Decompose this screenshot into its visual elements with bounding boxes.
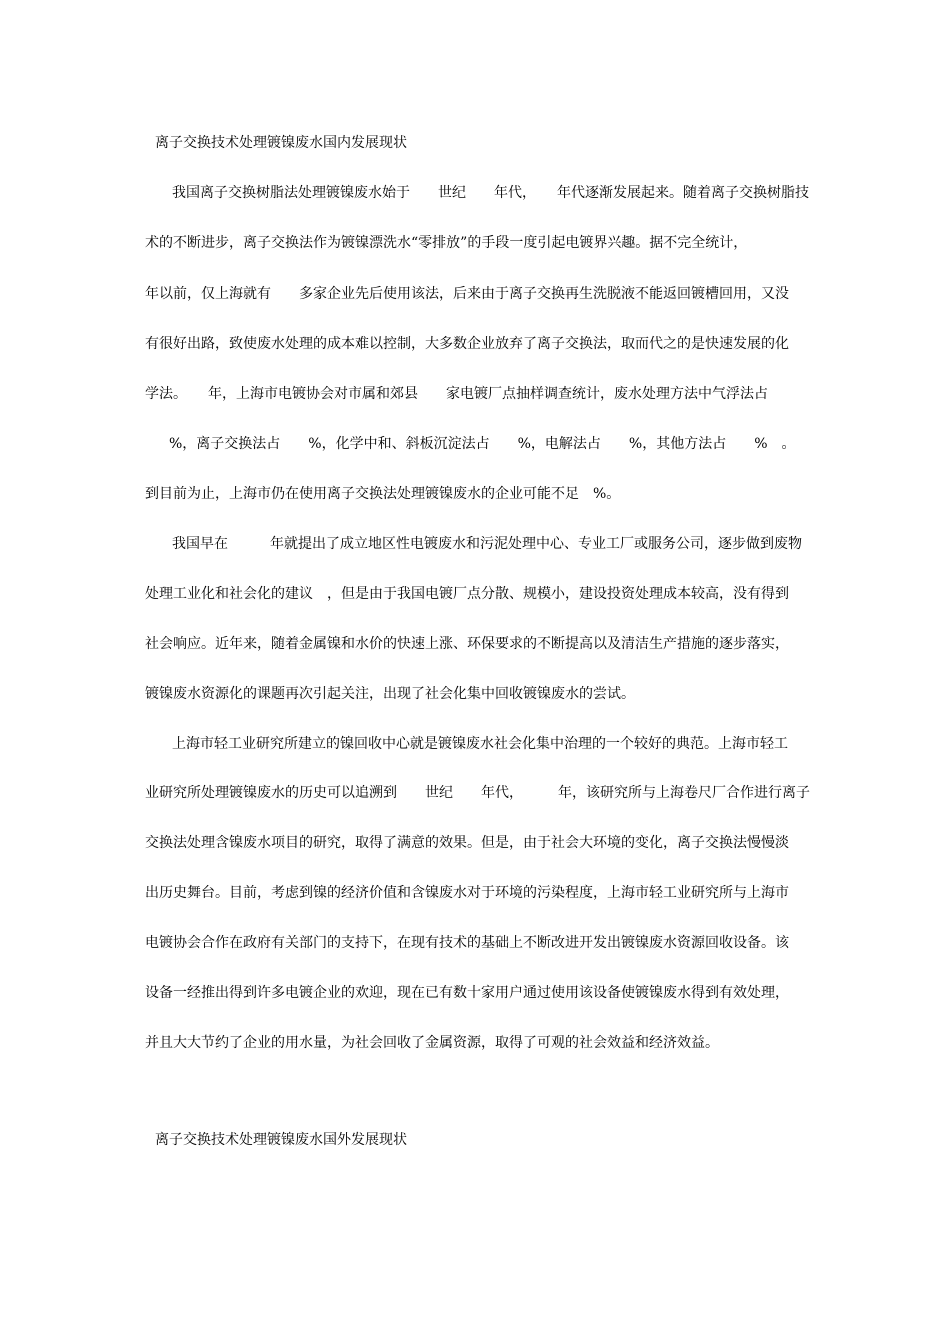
paragraph-line: 术的不断进步，离子交换法作为镀镍漂洗水“零排放”的手段一度引起电镀界兴趣。据不完全统计， [145,235,748,251]
paragraph-line: 并且大大节约了企业的用水量，为社会回收了金属资源，取得了可观的社会效益和经济效益。 [145,1035,719,1051]
paragraph-line: 业研究所处理镀镍废水的历史可以追溯到 世纪 年代， 年，该研究所与上海卷尺厂合作进行离子 [145,785,810,801]
paragraph-line: 学法。 年，上海市电镀协会对市属和郊县 家电镀厂点抽样调查统计，废水处理方法中气浮法占 [145,386,768,402]
paragraph-line: 上海市轻工业研究所建立的镍回收中心就是镀镍废水社会化集中治理的一个较好的典范。上海市轻工 [172,736,788,752]
paragraph-line: 设备一经推出得到许多电镀企业的欢迎，现在已有数十家用户通过使用该设备使镀镍废水得到有效处理， [145,985,789,1001]
paragraph-line: 镀镍废水资源化的课题再次引起关注，出现了社会化集中回收镀镍废水的尝试。 [145,686,635,702]
paragraph-line: 年以前，仅上海就有 多家企业先后使用该法，后来由于离子交换再生洗脱液不能返回镀槽回用，又没 [145,286,789,302]
paragraph-line: 处理工业化和社会化的建议 ，但是由于我国电镀厂点分散、规模小，建设投资处理成本较高，没有得到 [145,586,789,602]
paragraph-line: 到目前为止，上海市仍在使用离子交换法处理镀镍废水的企业可能不足 %。 [145,486,621,502]
paragraph-line: 出历史舞台。目前，考虑到镍的经济价值和含镍废水对于环境的污染程度，上海市轻工业研究所与上海市 [145,885,789,901]
paragraph-line: 电镀协会合作在政府有关部门的支持下，在现有技术的基础上不断改进开发出镀镍废水资源回收设备。该 [145,935,789,951]
paragraph-line: 社会响应。近年来，随着金属镍和水价的快速上涨、环保要求的不断提高以及清洁生产措施的逐步落实， [145,636,789,652]
section-heading-domestic: 离子交换技术处理镀镍废水国内发展现状 [155,135,407,151]
paragraph-line: 交换法处理含镍废水项目的研究，取得了满意的效果。但是，由于社会大环境的变化，离子交换法慢慢淡 [145,835,789,851]
paragraph-line: 我国离子交换树脂法处理镀镍废水始于 世纪 年代， 年代逐渐发展起来。随着离子交换树脂技 [172,185,809,201]
paragraph-line: 有很好出路，致使废水处理的成本难以控制，大多数企业放弃了离子交换法，取而代之的是快速发展的化 [145,336,789,352]
paragraph-line: %，离子交换法占 %，化学中和、斜板沉淀法占 %，电解法占 %，其他方法占 % 。 [155,436,796,452]
paragraph-line: 我国早在 年就提出了成立地区性电镀废水和污泥处理中心、专业工厂或服务公司，逐步做到废物 [172,536,802,552]
section-heading-international: 离子交换技术处理镀镍废水国外发展现状 [155,1132,407,1148]
